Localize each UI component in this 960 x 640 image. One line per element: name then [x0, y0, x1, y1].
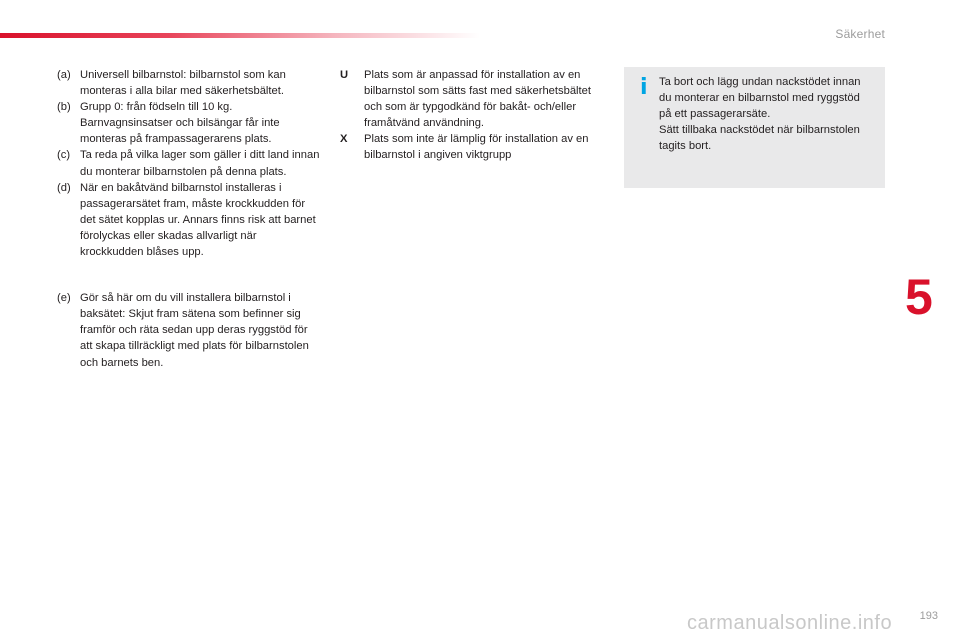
note-item: [57, 290, 322, 370]
header-accent-bar: [0, 33, 480, 38]
note-item: [57, 67, 322, 99]
legend-column: [340, 67, 605, 164]
note-key: (b): [57, 101, 71, 114]
info-box: [624, 67, 885, 188]
legend-text: Plats som är anpassad för installation av en bilbarnstol som sätts fast med säkerhetsbältet och som är typgodkänd för bakåt- och/eller framåtvänd användning.: [364, 69, 591, 130]
note-key: (d): [57, 181, 71, 194]
info-icon: i: [640, 75, 648, 100]
legend-item: [340, 67, 605, 131]
info-text: [659, 74, 874, 154]
legend-text: Plats som inte är lämplig för installation av en bilbarnstol i angiven viktgrupp: [364, 133, 589, 162]
legend-item: [340, 131, 605, 163]
page-number: 193: [919, 610, 938, 622]
note-key: (c): [57, 149, 71, 162]
note-key: (e): [57, 292, 71, 305]
note-text: Grupp 0: från födseln till 10 kg. Barnvagnsinsatser och bilsängar får inte monteras på frampassagerarens plats.: [80, 101, 280, 146]
note-item: [57, 180, 322, 260]
note-text: När en bakåtvänd bilbarnstol installeras i passagerarsätet fram, måste krockkudden för det sätet kopplas ur. Annars finns risk att barnet förolyckas eller skadas allvarligt när krockkudden blåses upp.: [80, 181, 316, 259]
note-key: (a): [57, 69, 71, 81]
notes-column: [57, 67, 322, 371]
note-item: [57, 99, 322, 147]
note-text: Ta reda på vilka lager som gäller i ditt land innan du monterar bilbarnstolen på denna plats.: [80, 149, 320, 178]
section-title: Säkerhet: [835, 27, 885, 41]
note-text: Gör så här om du vill installera bilbarnstol i baksätet: Skjut fram sätena som befinner sig framför och räta sedan upp deras ryggstöd för att skapa tillräckligt med plats för bilbarnstolen och barnets ben.: [80, 292, 309, 369]
info-text-line: Ta bort och lägg undan nackstödet innan du monterar en bilbarnstol med ryggstöd på ett passagerarsäte.: [659, 76, 861, 121]
legend-key: X: [340, 133, 348, 146]
info-text-line: Sätt tillbaka nackstödet när bilbarnstolen tagits bort.: [659, 124, 860, 153]
chapter-number: 5: [905, 269, 933, 325]
legend-key: U: [340, 69, 349, 81]
watermark: carmanualsonline.info: [687, 612, 893, 634]
note-text: Universell bilbarnstol: bilbarnstol som kan monteras i alla bilar med säkerhetsbältet.: [80, 69, 286, 98]
note-item: [57, 147, 322, 179]
